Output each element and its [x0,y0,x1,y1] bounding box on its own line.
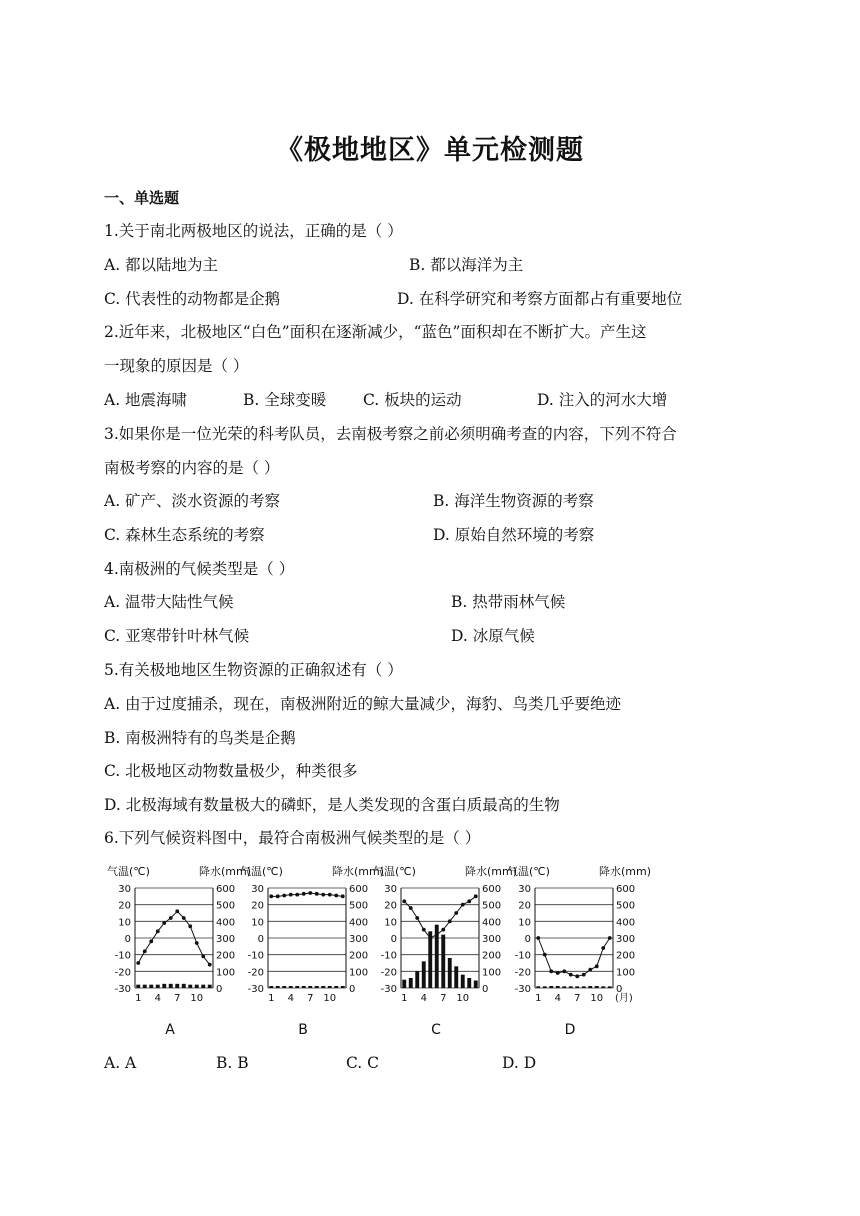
chart-c-precip-bar [402,980,406,988]
q1-option-d[interactable]: D. 在科学研究和考察方面都占有重要地位 [397,290,683,308]
chart-d-temp-tick: 20 [518,900,531,912]
chart-a-precip-tick: 300 [216,934,236,945]
q2-option-d[interactable]: D. 注入的河水大增 [537,391,668,409]
chart-a-temp-tick: -30 [114,984,131,995]
chart-c-temp-tick: 10 [384,917,397,929]
chart-b-temp-tick: -30 [247,984,264,995]
chart-c-temp-point [402,899,406,903]
chart-d-temp-point [575,974,579,978]
chart-b-temp-tick: 10 [251,917,264,929]
page-title: 《极地地区》单元检测题 [276,135,584,166]
chart-b-temp-tick: 20 [251,900,264,912]
q6-option-d[interactable]: D. D [502,1054,537,1072]
chart-b-precip-bar [341,986,345,988]
chart-a-precip-tick: 600 [216,884,236,895]
chart-d-temp-tick: 0 [524,934,531,945]
chart-c-precip-bar [448,958,452,988]
chart-b-month-tick: 1 [268,993,275,1004]
chart-b-temp-point [302,892,306,896]
chart-d-caption: D [564,1022,576,1038]
chart-c-month-tick: 1 [401,993,408,1004]
chart-c-temp-tick: -30 [380,984,397,995]
chart-c-precip-bar [454,966,458,988]
chart-d-precip-bar [556,986,560,988]
chart-a-precip-bar [169,984,173,988]
chart-a-precip-bar [208,985,212,988]
chart-c-temp-point [441,928,445,932]
chart-b-temp-point [321,893,325,897]
chart-d-precip-bar [543,986,547,988]
chart-b-temp-point [289,893,293,897]
chart-a-precip-tick: 400 [216,917,236,929]
chart-c-precip-tick: 300 [482,934,502,945]
chart-a-precip-bar [143,985,147,988]
chart-c-precip-bar [415,971,419,988]
chart-b-caption: B [298,1022,308,1038]
chart-a-month-tick: 7 [174,993,181,1004]
chart-c-temp-point [422,928,426,932]
chart-a-temp-tick: 30 [118,884,131,895]
chart-d-temp-tick: -20 [514,967,531,979]
chart-b-precip-bar [328,986,332,988]
question-1-stem: 1.关于南北两极地区的说法，正确的是（ ） [104,222,403,240]
chart-b-temp-tick: -20 [247,967,264,979]
chart-a-temp-point [162,921,166,925]
chart-c-temp-point [409,906,413,910]
chart-a-precip-bar [149,985,153,988]
chart-c-precip-tick: 100 [482,967,502,979]
chart-c-precip-bar [422,961,426,988]
chart-b-temp-point [308,891,312,895]
chart-d-temp-axis-label: 气温(℃) [507,865,550,878]
q6-option-c[interactable]: C. C [346,1054,380,1072]
chart-a-temp-point [182,916,186,920]
chart-d-month-tick: 7 [574,993,581,1004]
chart-d-precip-tick: 200 [616,950,636,962]
q5-option-d[interactable]: D. 北极海域有数量极大的磷虾，是人类发现的含蛋白质最高的生物 [104,796,560,814]
q3-option-a[interactable]: A. 矿产、淡水资源的考察 [104,492,281,510]
chart-c-precip-tick: 400 [482,917,502,929]
climate-charts-svg [100,858,652,1048]
chart-c-temp-point [435,933,439,937]
chart-b-precip-tick: 200 [349,950,369,962]
chart-b-precip-tick: 300 [349,934,369,945]
chart-a-precip-bar [188,985,192,988]
chart-b-precip-tick: 100 [349,967,369,979]
chart-d-temp-tick: -10 [514,950,531,962]
chart-b-precip-tick: 0 [349,984,356,995]
chart-b-temp-tick: 30 [251,884,264,895]
q4-option-d[interactable]: D. 冰原气候 [451,627,535,645]
chart-c-temp-line [404,896,476,938]
chart-a-precip-bar [162,984,166,988]
q5-option-c[interactable]: C. 北极地区动物数量极少，种类很多 [104,762,358,780]
chart-d-month-tick: 10 [590,993,604,1004]
chart-b-precip-bar [295,986,299,988]
chart-b-precip-bar [289,986,293,988]
chart-d-temp-point [608,936,612,940]
chart-c-temp-tick: 0 [390,934,397,945]
chart-c-temp-tick: -10 [380,950,397,962]
chart-d-precip-tick: 300 [616,934,636,945]
chart-c-month-tick: 10 [456,993,470,1004]
chart-c-temp-point [454,911,458,915]
chart-c-temp-point [461,903,465,907]
chart-a-temp-point [201,954,205,958]
chart-a-precip-tick: 100 [216,967,236,979]
chart-b-temp-point [276,894,280,898]
q2-option-c[interactable]: C. 板块的运动 [363,391,462,409]
chart-c-precip-tick: 0 [482,984,489,995]
chart-d-precip-bar [601,986,605,988]
chart-a-temp-point [156,929,160,933]
chart-d-precip-bar [608,986,612,988]
chart-a-temp-tick: 0 [124,934,131,945]
chart-b-precip-tick: 400 [349,917,369,929]
chart-d-temp-point [543,953,547,957]
chart-a-month-tick: 10 [190,993,204,1004]
chart-a-precip-tick: 500 [216,900,236,912]
chart-d-precip-bar [569,986,573,988]
chart-b-temp-point [295,893,299,897]
chart-b-precip-bar [302,986,306,988]
chart-d-precip-tick: 100 [616,967,636,979]
chart-c-precip-axis-label: 降水(mm) [465,865,518,878]
chart-a-temp-tick: 10 [118,917,131,929]
q1-option-c[interactable]: C. 代表性的动物都是企鹅 [104,290,281,308]
chart-a-temp-point [149,939,153,943]
chart-c-temp-tick: 30 [384,884,397,895]
chart-d-precip-bar [595,986,599,988]
chart-b-precip-bar [269,986,273,988]
chart-a-temp-point [195,941,199,945]
q4-option-b[interactable]: B. 热带雨林气候 [451,593,566,611]
chart-d-precip-bar [582,986,586,988]
section-heading: 一、单选题 [104,189,180,207]
chart-b-precip-bar [276,986,280,988]
chart-b-precip-bar [315,986,319,988]
chart-b-precip-bar [308,986,312,988]
chart-a-precip-bar [195,985,199,988]
chart-d-temp-tick: 30 [518,884,531,895]
chart-c-precip-tick: 600 [482,884,502,895]
chart-d-temp-point [549,969,553,973]
chart-d-temp-point [536,936,540,940]
chart-d-precip-bar [562,986,566,988]
chart-a-temp-point [175,909,179,913]
chart-c-temp-axis-label: 气温(℃) [373,865,416,878]
chart-d-precip-bar [536,986,540,988]
chart-b-temp-point [269,894,273,898]
chart-d-temp-point [582,973,586,977]
question-6-stem: 6.下列气候资料图中，最符合南极洲气候类型的是（ ） [104,829,481,847]
chart-d-precip-axis-label: 降水(mm) [599,865,652,878]
chart-c-temp-tick: 20 [384,900,397,912]
chart-c-precip-bar [461,975,465,988]
chart-a-precip-bar [182,984,186,988]
chart-c-precip-bar [409,978,413,988]
question-5-stem: 5.有关极地地区生物资源的正确叙述有（ ） [104,661,403,679]
q4-option-a[interactable]: A. 温带大陆性气候 [104,593,234,611]
q2-option-b[interactable]: B. 全球变暖 [243,391,327,409]
q6-option-b[interactable]: B. B [216,1054,249,1072]
q1-option-a[interactable]: A. 都以陆地为主 [104,256,219,274]
chart-c-temp-point [448,919,452,923]
chart-b-precip-tick: 500 [349,900,369,912]
chart-c-month-tick: 7 [440,993,447,1004]
chart-a-temp-tick: -20 [114,967,131,979]
chart-b-temp-point [341,894,345,898]
q4-option-c[interactable]: C. 亚寒带针叶林气候 [104,627,250,645]
chart-c-precip-bar [474,981,478,989]
chart-d-temp-point [562,969,566,973]
question-2-stem-line-1: 2.近年来，北极地区“白色”面积在逐渐减少，“蓝色”面积却在不断扩大。产生这 [104,323,647,341]
q5-option-a[interactable]: A. 由于过度捕杀，现在，南极洲附近的鲸大量减少，海豹、鸟类几乎要绝迹 [104,695,622,713]
chart-a-precip-bar [201,985,205,988]
q2-option-a[interactable]: A. 地震海啸 [104,391,188,409]
chart-d-temp-point [569,973,573,977]
chart-b-temp-axis-label: 气温(℃) [240,865,283,878]
chart-a-precip-bar [175,984,179,988]
chart-b-precip-bar [334,986,338,988]
chart-a-temp-tick: 20 [118,900,131,912]
chart-d-temp-point [601,946,605,950]
chart-b-month-tick: 10 [323,993,337,1004]
chart-a-precip-bar [156,985,160,988]
chart-b-temp-point [315,892,319,896]
chart-a-month-tick: 1 [135,993,142,1004]
chart-c-month-tick: 4 [420,993,427,1004]
chart-a-temp-point [143,949,147,953]
chart-b-precip-bar [282,986,286,988]
chart-c-precip-bar [467,978,471,988]
chart-d-temp-tick: -30 [514,984,531,995]
chart-d-precip-tick: 0 [616,984,623,995]
chart-c-precip-bar [441,935,445,988]
chart-a-precip-bar [136,985,140,988]
chart-c-temp-point [415,916,419,920]
chart-c-temp-point [428,936,432,940]
chart-d-precip-tick: 500 [616,900,636,912]
chart-d-precip-bar [549,986,553,988]
q1-option-b[interactable]: B. 都以海洋为主 [409,256,524,274]
chart-d-temp-tick: 10 [518,917,531,929]
chart-c-precip-tick: 500 [482,900,502,912]
chart-d-month-unit: (月) [615,993,633,1004]
chart-c-temp-tick: -20 [380,967,397,979]
chart-c-caption: C [431,1022,441,1038]
chart-b-precip-axis-label: 降水(mm) [332,865,385,878]
chart-c-temp-point [474,894,478,898]
chart-d-precip-tick: 600 [616,884,636,895]
chart-d-temp-point [595,964,599,968]
chart-a-precip-tick: 200 [216,950,236,962]
q3-option-c[interactable]: C. 森林生态系统的考察 [104,526,265,544]
chart-b-month-tick: 7 [307,993,314,1004]
q5-option-b[interactable]: B. 南极洲特有的鸟类是企鹅 [104,729,296,747]
chart-d-precip-bar [575,986,579,988]
chart-d-precip-tick: 400 [616,917,636,929]
chart-c-precip-tick: 200 [482,950,502,962]
question-2-stem-line-2: 一现象的原因是（ ） [104,357,249,375]
chart-d-temp-point [588,968,592,972]
chart-a-precip-tick: 0 [216,984,223,995]
chart-a-caption: A [165,1022,175,1038]
chart-b-temp-tick: -10 [247,950,264,962]
chart-b-temp-point [334,894,338,898]
chart-a-month-tick: 4 [154,993,161,1004]
chart-d-temp-line [538,938,610,976]
chart-b-temp-line [271,893,343,896]
chart-a-temp-point [136,961,140,965]
chart-a-temp-point [208,963,212,967]
chart-c-temp-point [467,899,471,903]
chart-b-precip-bar [321,986,325,988]
chart-b-temp-tick: 0 [257,934,264,945]
chart-d-temp-point [556,971,560,975]
chart-d-month-tick: 1 [535,993,542,1004]
chart-b-precip-tick: 600 [349,884,369,895]
chart-a-temp-point [188,924,192,928]
q3-option-d[interactable]: D. 原始自然环境的考察 [433,526,595,544]
chart-b-temp-point [328,893,332,897]
chart-b-month-tick: 4 [287,993,294,1004]
q3-option-b[interactable]: B. 海洋生物资源的考察 [433,492,594,510]
climate-charts [100,858,652,1052]
question-4-stem: 4.南极洲的气候类型是（ ） [104,560,295,578]
chart-a-temp-point [169,916,173,920]
chart-a-temp-tick: -10 [114,950,131,962]
chart-d-precip-bar [588,986,592,988]
chart-b-temp-point [282,894,286,898]
chart-a-temp-axis-label: 气温(℃) [107,865,150,878]
chart-d-month-tick: 4 [554,993,561,1004]
question-3-stem-line-2: 南极考察的内容的是（ ） [104,459,280,477]
q6-option-a[interactable]: A. A [104,1054,137,1072]
chart-a-precip-axis-label: 降水(mm) [199,865,252,878]
question-3-stem-line-1: 3.如果你是一位光荣的科考队员，去南极考察之前必须明确考查的内容，下列不符合 [104,425,677,443]
